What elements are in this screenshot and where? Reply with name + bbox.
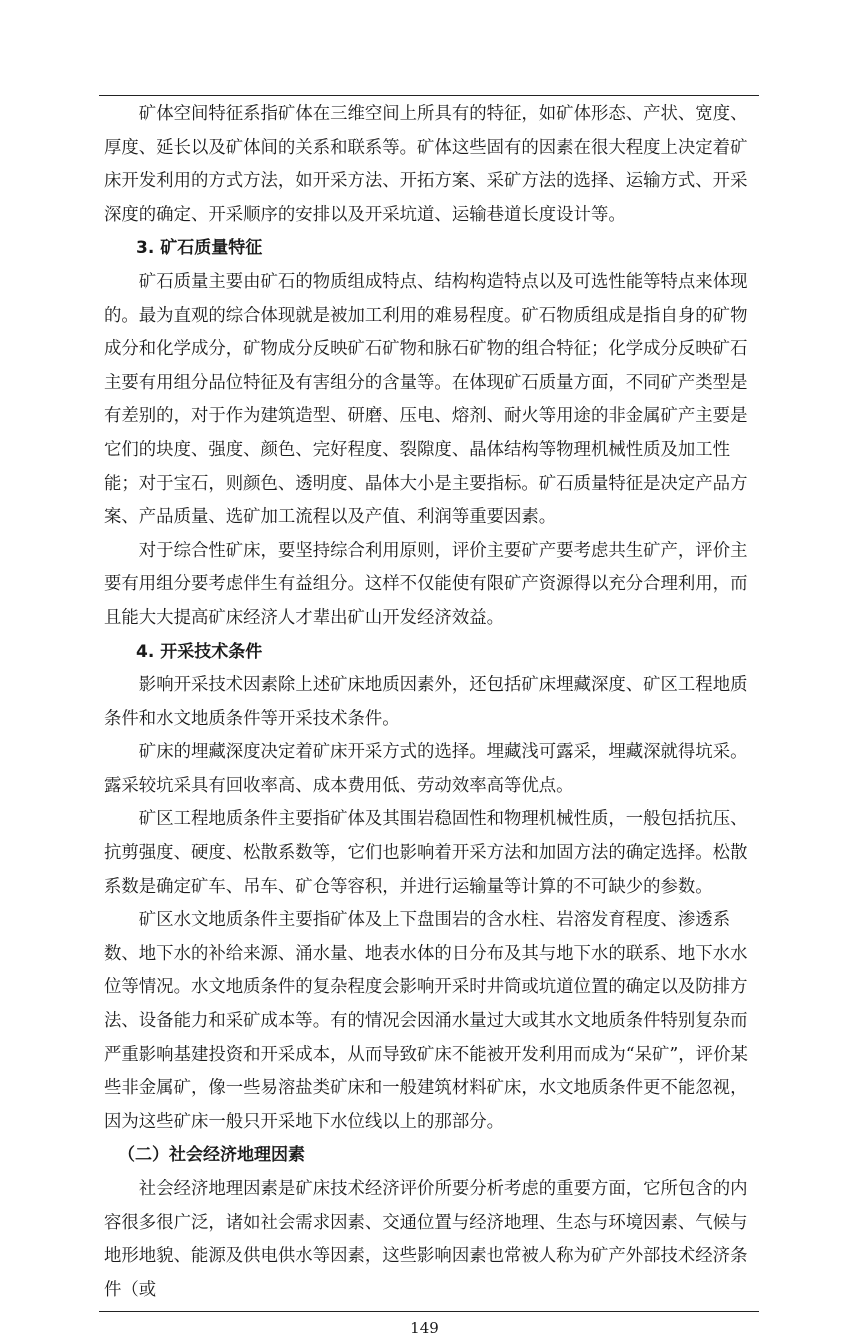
body-paragraph: 对于综合性矿床，要坚持综合利用原则，评价主要矿产要考虑共生矿产，评价主要有用组分要考虑伴生有益组分。这样不仅能使有限矿产资源得以充分合理利用，而且能大大提高矿床经济人才辈出矿山开发经济效益。 xyxy=(104,540,748,628)
body-paragraph: 矿体空间特征系指矿体在三维空间上所具有的特征，如矿体形态、产状、宽度、厚度、延长以及矿体间的关系和联系等。矿体这些固有的因素在很大程度上决定着矿床开发利用的方式方法，如开采方法、开拓方案、采矿方法的选择、运输方式、开采深度的确定、开采顺序的安排以及开采坑道、运输巷道长度设计等。 xyxy=(104,104,748,225)
footer-rule xyxy=(99,1311,759,1312)
body-paragraph: 社会经济地理因素是矿床技术经济评价所要分析考虑的重要方面，它所包含的内容很多很广泛，诸如社会需求因素、交通位置与经济地理、生态与环境因素、气候与地形地貌、能源及供电供水等因素，这些影响因素也常被人称为矿产外部技术经济条件（或 xyxy=(104,1179,748,1300)
page-number: 149 xyxy=(410,1319,439,1337)
body-paragraph: 矿区工程地质条件主要指矿体及其围岩稳固性和物理机械性质，一般包括抗压、抗剪强度、硬度、松散系数等，它们也影响着开采方法和加固方法的确定选择。松散系数是确定矿车、吊车、矿仓等容积，并进行运输量等计算的不可缺少的参数。 xyxy=(104,809,748,897)
body-paragraph: 影响开采技术因素除上述矿床地质因素外，还包括矿床埋藏深度、矿区工程地质条件和水文地质条件等开采技术条件。 xyxy=(104,675,748,729)
section-heading-socio-economic: （二）社会经济地理因素 xyxy=(118,1145,305,1166)
header-rule xyxy=(99,95,759,96)
body-paragraph: 矿区水文地质条件主要指矿体及上下盘围岩的含水柱、岩溶发育程度、渗透系数、地下水的补给来源、涌水量、地表水体的日分布及其与地下水的联系、地下水水位等情况。水文地质条件的复杂程度会影响开采时井筒或坑道位置的确定以及防排方法、设备能力和采矿成本等。有的情况会因涌水量过大或其水文地质条件特别复杂而严重影响基建投资和开采成本，从而导致矿床不能被开发利用而成为“呆矿”，评价某些非金属矿，像一些易溶盐类矿床和一般建筑材料矿床，水文地质条件更不能忽视，因为这些矿床一般只开采地下水位线以上的那部分。 xyxy=(104,910,748,1132)
page-body xyxy=(104,98,756,1307)
section-heading-mining-conditions: 4. 开采技术条件 xyxy=(136,641,263,662)
body-paragraph: 矿石质量主要由矿石的物质组成特点、结构构造特点以及可选性能等特点来体现的。最为直观的综合体现就是被加工利用的难易程度。矿石物质组成是指自身的矿物成分和化学成分，矿物成分反映矿石矿物和脉石矿物的组合特征；化学成分反映矿石主要有用组分品位特征及有害组分的含量等。在体现矿石质量方面，不同矿产类型是有差别的，对于作为建筑造型、研磨、压电、熔剂、耐火等用途的非金属矿产主要是它们的块度、强度、颜色、完好程度、裂隙度、晶体结构等物理机械性质及加工性能；对于宝石，则颜色、透明度、晶体大小是主要指标。矿石质量特征是决定产品方案、产品质量、选矿加工流程以及产值、利润等重要因素。 xyxy=(104,271,748,528)
body-paragraph: 矿床的埋藏深度决定着矿床开采方式的选择。埋藏浅可露采，埋藏深就得坑采。露采较坑采具有回收率高、成本费用低、劳动效率高等优点。 xyxy=(104,742,748,796)
section-heading-ore-quality: 3. 矿石质量特征 xyxy=(136,238,263,259)
